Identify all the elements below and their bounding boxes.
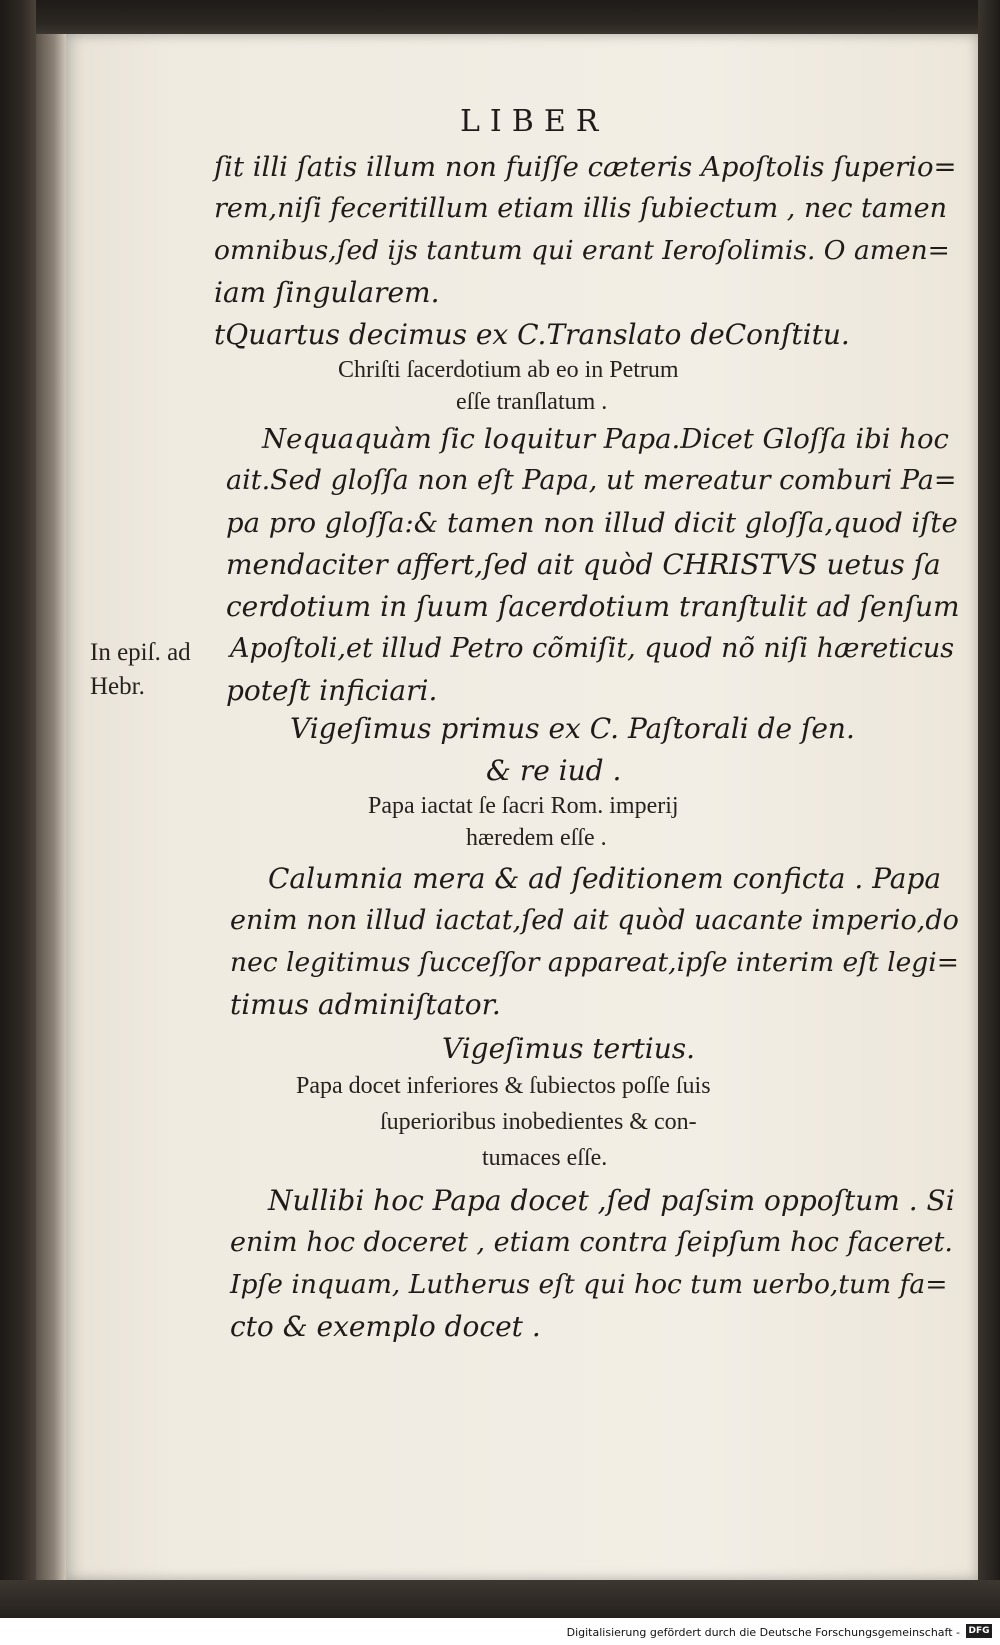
body-line: Ipſe inquam, Lutherus eſt qui hoc tum uerbo,tum fa= — [230, 1269, 948, 1300]
page-gutter — [36, 34, 66, 1580]
proposition-line: Papa docet inferiores & ſubiectos poſſe ſuis — [296, 1073, 711, 1099]
body-line: Nullibi hoc Papa docet ,ſed paſsim oppoſtum . Si — [268, 1184, 955, 1217]
body-line: omnibus,ſed ijs tantum qui erant Ieroſolimis. O amen= — [214, 235, 950, 266]
body-line: cto & exemplo docet . — [230, 1310, 541, 1343]
body-line: nec legitimus ſucceſſor appareat,ipſe interim eſt legi= — [230, 947, 959, 978]
section-heading: Vigeſimus primus ex C. Paſtorali de ſen. — [290, 712, 855, 745]
body-line: Apoſtoli,et illud Petro cõmiſit, quod nõ niſi hæreticus — [230, 633, 955, 664]
body-line: Nequaquàm ſic loquitur Papa.Dicet Gloſſa ibi hoc — [262, 423, 949, 455]
footer-credit: Digitalisierung gefördert durch die Deutsche Forschungsgemeinschaft - — [566, 1626, 960, 1639]
book-cover-left — [0, 0, 36, 1618]
book-cover-top — [0, 0, 1000, 34]
body-line: enim hoc doceret , etiam contra ſeipſum hoc faceret. — [230, 1227, 953, 1258]
margin-note-line: Hebr. — [90, 673, 145, 700]
running-head: LIBER — [460, 104, 609, 139]
body-line: poteſt inficiari. — [226, 674, 438, 707]
body-line: cerdotium in ſuum ſacerdotium tranſtulit ad ſenſum — [226, 590, 960, 623]
body-line: mendaciter affert,ſed ait quòd CHRISTVS uetus ſa — [226, 548, 941, 581]
body-line: rem,niſi feceritillum etiam illis ſubiectum , nec tamen — [214, 193, 947, 224]
proposition-line: hæredem eſſe . — [466, 825, 607, 851]
margin-note-line: In epiſ. ad — [90, 639, 191, 666]
body-line: timus adminiſtator. — [230, 988, 501, 1021]
proposition-line: Papa iactat ſe ſacri Rom. imperij — [368, 793, 679, 819]
body-line: ſit illi ſatis illum non fuiſſe cæteris Apoſtolis ſuperio= — [214, 151, 957, 183]
proposition-line: tumaces eſſe. — [482, 1145, 608, 1171]
body-line: pa pro gloſſa:& tamen non illud dicit gloſſa,quod iſte — [226, 507, 958, 539]
section-heading: Vigeſimus tertius. — [442, 1032, 696, 1065]
body-line: Calumnia mera & ad ſeditionem conficta . Papa — [268, 862, 942, 895]
dfg-logo: DFG — [966, 1624, 992, 1638]
proposition-line: Chriſti ſacerdotium ab eo in Petrum — [338, 357, 679, 383]
book-cover-right — [978, 0, 1000, 1618]
body-line: enim non illud iactat,ſed ait quòd uacante imperio,do — [230, 905, 959, 936]
body-line: iam ſingularem. — [214, 276, 440, 309]
book-cover-bottom — [0, 1580, 1000, 1618]
section-heading: tQuartus decimus ex C.Translato deConſtitu. — [214, 318, 850, 351]
section-heading: & re iud . — [486, 754, 622, 787]
body-line: ait.Sed gloſſa non eſt Papa, ut mereatur comburi Pa= — [226, 465, 957, 496]
proposition-line: ſuperioribus inobedientes & con- — [380, 1109, 697, 1135]
proposition-line: eſſe tranſlatum . — [456, 389, 608, 415]
